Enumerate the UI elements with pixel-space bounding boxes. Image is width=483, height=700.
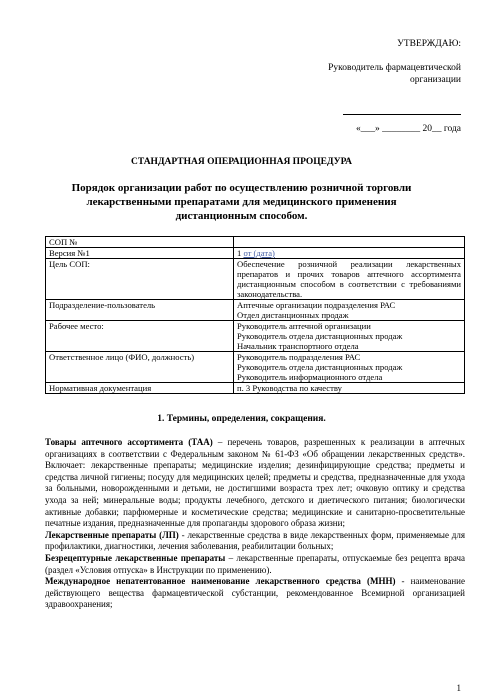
normative-label: Нормативная документация	[46, 383, 234, 394]
approval-date: «___» ________ 20__ года	[355, 124, 461, 134]
sop-heading: СТАНДАРТНАЯ ОПЕРАЦИОННАЯ ПРОЦЕДУРА	[130, 157, 353, 167]
term-paragraph	[45, 437, 465, 530]
responsible-label: Ответственное лицо (ФИО, должность)	[46, 352, 234, 383]
signature-line	[343, 86, 461, 115]
workplace-line-1: Руководитель аптечной организации	[237, 321, 371, 331]
term-paragraph	[45, 576, 465, 611]
approval-role-line-1: Руководитель фармацевтической	[328, 63, 461, 73]
workplace-value	[234, 321, 465, 352]
department-label: Подразделение-пользователь	[46, 300, 234, 321]
title-line-1: Порядок организации работ по осуществлению розничной торговли	[71, 182, 412, 194]
term-name: Безрецептурные лекарственные препараты	[45, 552, 226, 563]
department-value	[234, 300, 465, 321]
table-row	[46, 259, 465, 300]
term-definition: – перечень товаров, разрешенных к реализации в аптечных организациях в соответствии с Федеральным законом № 61-ФЗ «Об обращении лекарственных средств». Включает: лекарственные препараты; медицинские изделия; дезинфицирующие средства; предметы и средства личной гигиены; посуду для медицинских целей; предметы и средства, предназначенные для ухода за больными, новорожденными и детьми, не достигшими возраста трех лет; очковую оптику и средства ухода за ней; минеральные воды; продукты лечебного, детского и диетического питания; биологически активные добавки; парфюмерные и косметические средства; медицинские и санитарно-просветительные печатные издания, предназначенные для пропаганды здорового образа жизни;	[45, 437, 465, 529]
term-definition: - лекарственные средства в виде лекарственных форм, применяемые для профилактики, диагностики, лечения заболевания, реабилитации больных;	[45, 529, 465, 552]
workplace-line-2: Руководитель отдела дистанционных продаж	[237, 331, 403, 341]
department-line-2: Отдел дистанционных продаж	[237, 310, 349, 320]
term-name: Лекарственные препараты (ЛП)	[45, 529, 179, 540]
term-definition: - наименование действующего вещества фармацевтической субстанции, рекомендованное Всемирной организацией здравоохранения;	[45, 576, 465, 610]
goal-label: Цель СОП:	[46, 259, 234, 300]
responsible-line-2: Руководитель отдела дистанционных продаж	[237, 362, 403, 372]
table-row	[46, 300, 465, 321]
responsible-line-3: Руководитель информационного отдела	[237, 372, 383, 382]
table-row	[46, 248, 465, 259]
page-number: 1	[456, 683, 461, 693]
approval-block	[261, 38, 461, 135]
table-row	[46, 352, 465, 383]
workplace-line-3: Начальник транспортного отдела	[237, 341, 359, 351]
version-value	[234, 248, 465, 259]
version-label: Версия №1	[46, 248, 234, 259]
title-line-3: дистанционным способом.	[175, 210, 308, 222]
responsible-value	[234, 352, 465, 383]
title-line-2: лекарственными препаратами для медицинского применения	[86, 196, 397, 208]
version-date-link[interactable]: от (дата)	[243, 248, 275, 258]
sop-number-value	[234, 237, 465, 248]
terms-body	[45, 437, 465, 611]
section-heading: 1. Термины, определения, сокращения.	[157, 414, 326, 424]
table-row	[46, 321, 465, 352]
sop-info-table	[45, 236, 465, 394]
approval-role-line-2: организации	[409, 75, 461, 85]
approval-title: УТВЕРЖДАЮ:	[397, 39, 461, 49]
table-row	[46, 383, 465, 394]
responsible-line-1: Руководитель подразделения РАС	[237, 352, 361, 362]
term-definition: – лекарственные препараты, отпускаемые без рецепта врача (раздел «Условия отпуска» в Инструкции по применению).	[45, 552, 465, 575]
term-name: Международное непатентованное наименование лекарственного средства (МНН)	[45, 576, 396, 587]
normative-value: п. 3 Руководства по качеству	[234, 383, 465, 394]
department-line-1: Аптечные организации подразделения РАС	[237, 300, 396, 310]
workplace-label: Рабочее место:	[46, 321, 234, 352]
term-paragraph	[45, 530, 465, 553]
document-title	[60, 181, 423, 223]
term-paragraph	[45, 553, 465, 576]
goal-value: Обеспечение розничной реализации лекарственных препаратов и прочих товаров аптечного ассортимента дистанционным способом в соответствии с требованиями законодательства.	[234, 259, 465, 300]
sop-number-label: СОП №	[46, 237, 234, 248]
version-number: 1	[237, 248, 242, 258]
table-row	[46, 237, 465, 248]
term-name: Товары аптечного ассортимента (ТАА)	[45, 437, 213, 447]
